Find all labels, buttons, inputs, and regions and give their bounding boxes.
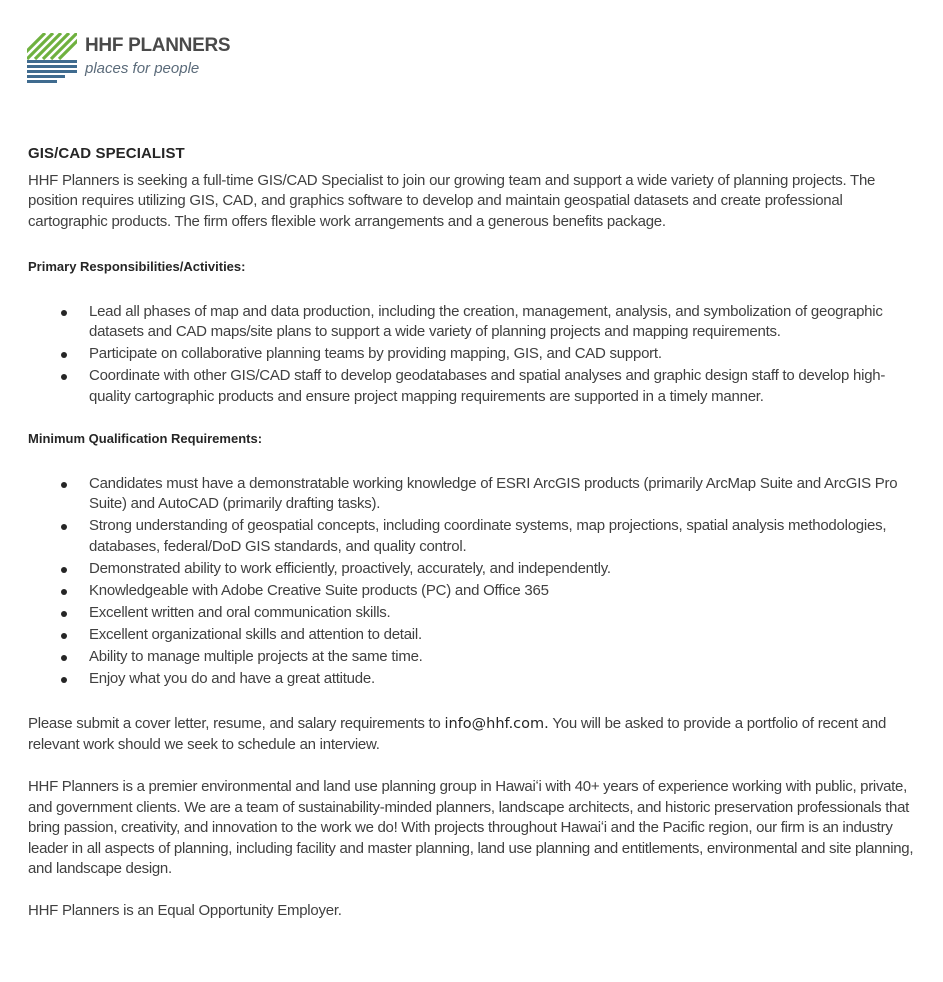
about-paragraph: HHF Planners is a premier environmental and land use planning group in Hawaiʻi with 40+ years of experience working with public, private, and government clients. We are a team of sustainability-minded planners, landscape architects, and historic preservation professionals that bring passion, creativity, and innovation to the work we do! With projects throughout Hawaiʻi and the Pacific region, our firm is an industry leader in all aspects of planning, including facility and master planning, land use planning and entitlements, environmental and site planning, and landscape design. xyxy=(28,778,914,877)
bullet-icon xyxy=(61,310,67,316)
bullet-icon xyxy=(61,611,67,617)
bullet-icon xyxy=(61,589,67,595)
list-item: Lead all phases of map and data production, including the creation, management, analysis, and symbolization of geographic datasets and CAD maps/site plans to support a wide variety of planning projects and mapping requirements. xyxy=(89,302,918,343)
bullet-icon xyxy=(61,633,67,639)
list-item: Coordinate with other GIS/CAD staff to develop geodatabases and spatial analyses and graphic design staff to develop high-quality cartographic products and ensure project mapping requirements are supported in a timely manner. xyxy=(89,366,918,407)
job-intro: HHF Planners is seeking a full-time GIS/CAD Specialist to join our growing team and support a wide variety of planning projects. The position requires utilizing GIS, CAD, and graphics software to develop and maintain geospatial datasets and create professional cartographic products. The firm offers flexible work arrangements and a generous benefits package. xyxy=(28,171,876,230)
list-item: Knowledgeable with Adobe Creative Suite products (PC) and Office 365 xyxy=(89,581,918,602)
logo-mark-icon xyxy=(27,33,77,83)
equal-opportunity-statement: HHF Planners is an Equal Opportunity Employer. xyxy=(28,901,342,919)
list-item: Excellent written and oral communication skills. xyxy=(89,603,918,624)
responsibilities-list xyxy=(28,302,918,408)
bullet-icon xyxy=(61,374,67,380)
bullet-icon xyxy=(61,352,67,358)
job-title: GIS/CAD SPECIALIST xyxy=(28,145,185,162)
list-item: Candidates must have a demonstratable working knowledge of ESRI ArcGIS products (primarily ArcMap Suite and ArcGIS Pro Suite) and AutoCAD (primarily drafting tasks). xyxy=(89,474,918,515)
hhf-logo xyxy=(27,33,231,85)
bullet-icon xyxy=(61,567,67,573)
responsibilities-heading: Primary Responsibilities/Activities: xyxy=(28,259,246,274)
submit-instructions xyxy=(28,714,918,755)
list-item: Demonstrated ability to work efficiently, proactively, accurately, and independently. xyxy=(89,559,918,580)
bullet-icon xyxy=(61,524,67,530)
posting-content xyxy=(28,144,918,921)
submit-text-before: Please submit a cover letter, resume, and salary requirements to xyxy=(28,715,445,732)
email-link[interactable]: info@hhf.com. xyxy=(444,716,549,732)
qualifications-heading: Minimum Qualification Requirements: xyxy=(28,431,263,446)
list-item: Strong understanding of geospatial concepts, including coordinate systems, map projections, spatial analysis methodologies, databases, federal/DoD GIS standards, and quality control. xyxy=(89,516,918,557)
submit-text-after: You will be asked to provide a portfolio of recent and relevant work should we seek to schedule an interview. xyxy=(28,715,887,753)
bullet-icon xyxy=(61,677,67,683)
bullet-icon xyxy=(61,482,67,488)
logo-name: HHF PLANNERS xyxy=(85,35,231,56)
list-item: Excellent organizational skills and attention to detail. xyxy=(89,625,918,646)
logo-tagline: places for people xyxy=(85,60,200,77)
list-item: Ability to manage multiple projects at the same time. xyxy=(89,647,918,668)
list-item: Enjoy what you do and have a great attitude. xyxy=(89,669,918,690)
qualifications-list xyxy=(28,474,918,690)
list-item: Participate on collaborative planning teams by providing mapping, GIS, and CAD support. xyxy=(89,344,918,365)
bullet-icon xyxy=(61,655,67,661)
